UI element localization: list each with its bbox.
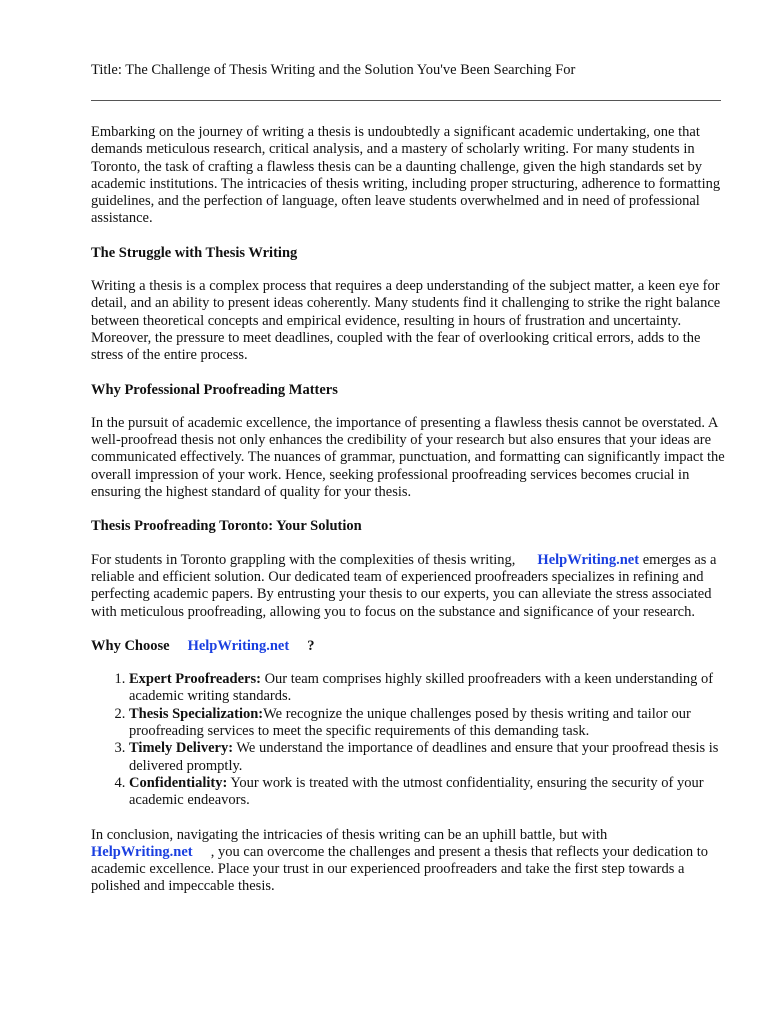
conclusion-text-after: , you can overcome the challenges and present a thesis that reflects your dedication to academic excellence. Place your trust in our experienced proofreaders and take the first step towards a polished and impeccable thesis. [91,843,709,895]
document-body [91,124,731,896]
list-item [129,775,731,810]
section-heading-struggle: The Struggle with Thesis Writing [91,244,298,261]
solution-text-before: For students in Toronto grappling with the complexities of thesis writing, [91,551,516,568]
helpwriting-link[interactable]: HelpWriting.net [91,843,193,860]
intro-paragraph: Embarking on the journey of writing a thesis is undoubtedly a significant academic undertaking, one that demands meticulous research, critical analysis, and a mastery of scholarly writing. For many students in Toronto, the task of crafting a flawless thesis can be a daunting challenge, given the high standards set by academic institutions. The intricacies of thesis writing, including proper structuring, adherence to formatting guidelines, and the perfection of language, often leave students overwhelmed and in need of professional assistance. [91,124,721,227]
list-item-text: We recognize the unique challenges posed by thesis writing and tailor our proofreading services to meet the specific requirements of this demanding task. [129,705,691,740]
list-item-label: Thesis Specialization: [129,705,264,722]
list-item-label: Expert Proofreaders: [129,671,261,688]
helpwriting-link[interactable]: HelpWriting.net [187,637,290,654]
list-item [129,740,731,775]
list-item-text: Your work is treated with the utmost confidentiality, ensuring the security of your academic endeavors. [129,774,704,809]
why-choose-text: Why Choose [91,637,170,654]
list-item [129,706,731,741]
why-choose-heading [91,638,731,655]
section-paragraph-proofreading: In the pursuit of academic excellence, the importance of presenting a flawless thesis cannot be overstated. A well-proofread thesis not only enhances the credibility of your research but also ensures that your ideas are communicated effectively. The nuances of grammar, punctuation, and formatting can significantly impact the overall impression of your work. Hence, seeking professional proofreading services becomes crucial in ensuring the highest standard of quality for your thesis. [91,414,725,501]
list-item-label: Confidentiality: [129,774,228,791]
helpwriting-link[interactable]: HelpWriting.net [537,551,640,568]
solution-text-after: emerges as a reliable and efficient solution. Our dedicated team of experienced proofreaders specializes in refining and perfecting academic papers. By entrusting your thesis to our experts, you can alleviate the stress associated with meticulous proofreading, allowing you to focus on the substance and significance of your research. [91,551,717,620]
conclusion-text-before: In conclusion, navigating the intricacies of thesis writing can be an uphill battle, but with [91,826,608,843]
section-paragraph-solution [91,552,731,621]
list-item-text: We understand the importance of deadlines and ensure that your proofread thesis is delivered promptly. [129,740,719,774]
document-title: Title: The Challenge of Thesis Writing and the Solution You've Been Searching For [91,62,576,78]
section-heading-solution: Thesis Proofreading Toronto: Your Solution [91,518,362,535]
list-item-text: Our team comprises highly skilled proofreaders with a keen understanding of academic writing standards. [129,671,714,705]
list-item-label: Timely Delivery: [129,740,234,757]
title-divider [91,100,721,101]
why-choose-question: ? [307,637,315,654]
section-paragraph-struggle: Writing a thesis is a complex process that requires a deep understanding of the subject matter, a keen eye for detail, and an ability to present ideas coherently. Many students find it challenging to strike the right balance between theoretical concepts and empirical evidence, resulting in hours of frustration and uncertainty. Moreover, the pressure to meet deadlines, coupled with the fear of overlooking critical errors, adds to the stress of the entire process. [91,278,721,364]
benefits-list [91,671,731,809]
section-heading-proofreading: Why Professional Proofreading Matters [91,381,338,398]
conclusion-paragraph [91,827,731,896]
list-item [129,671,731,706]
